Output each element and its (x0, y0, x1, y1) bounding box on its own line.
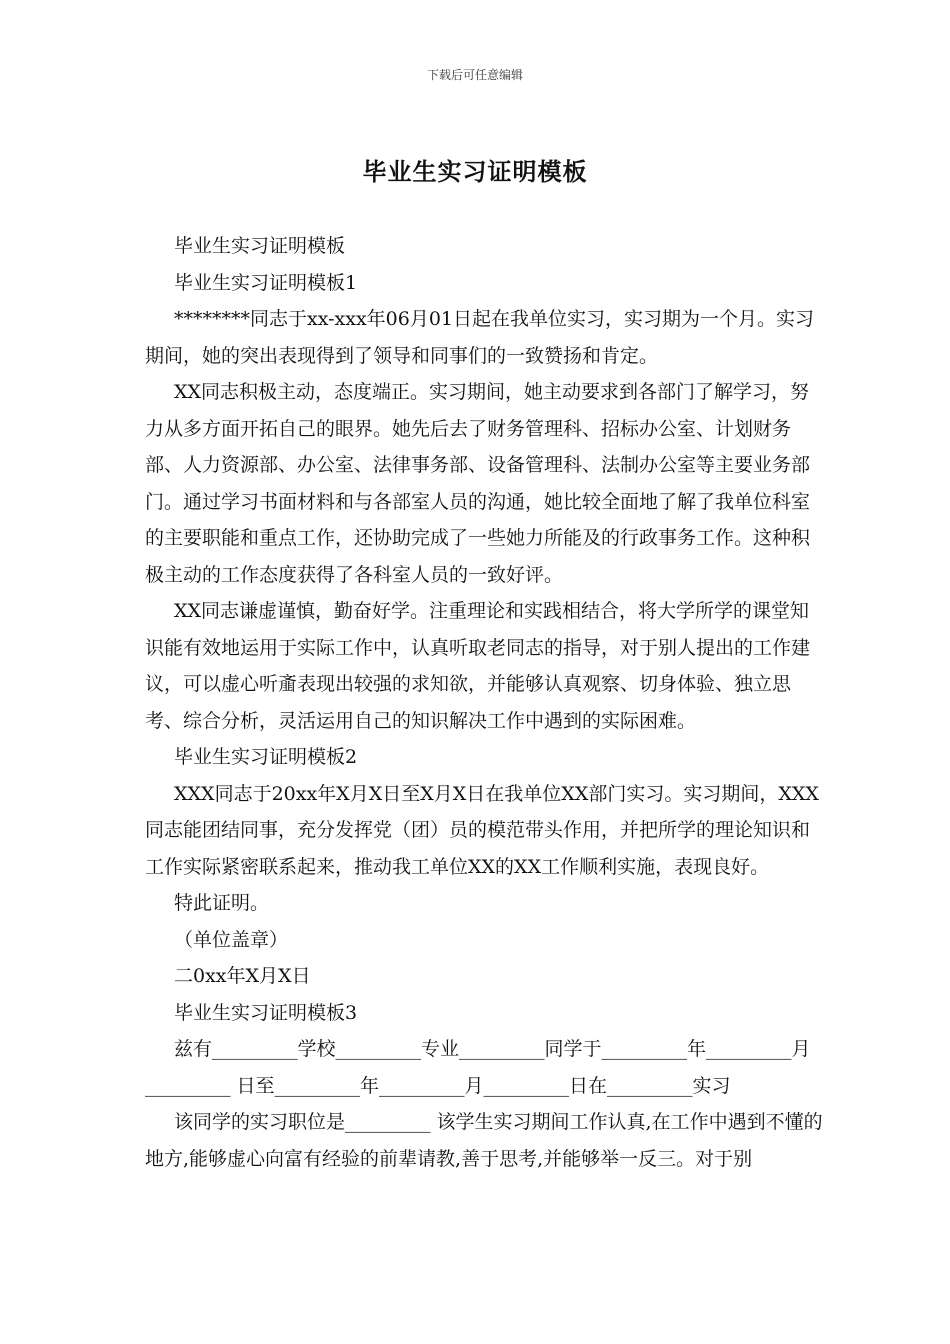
section-heading-template-2: 毕业生实习证明模板2 (174, 746, 358, 768)
paragraph: 该同学的实习职位是_________ 该学生实习期间工作认真,在工作中遇到不懂的地方,能够虚心向富有经验的前辈请教,善于思考,并能够举一反三。对于别 (145, 1111, 823, 1170)
document-body (145, 228, 825, 1177)
paragraph: ********同志于xx-xxx年06月01日起在我单位实习，实习期为一个月。实习期间，她的突出表现得到了领导和同事们的一致赞扬和肯定。 (145, 308, 815, 367)
paragraph: XXX同志于20xx年X月X日至X月X日在我单位XX部门实习。实习期间，XXX同志能团结同事，充分发挥党（团）员的模范带头作用，并把所学的理论知识和工作实际紧密联系起来，推动我工单位XX的XX工作顺利实施，表现良好。 (145, 782, 819, 878)
fill-in-paragraph: 兹有_________学校_________专业_________同学于_________年_________月_________ 日至_________年_________月_________日在_________实习 (145, 1038, 811, 1097)
paragraph: XX同志谦虚谨慎，勤奋好学。注重理论和实践相结合，将大学所学的课堂知识能有效地运用于实际工作中，认真听取老同志的指导，对于别人提出的工作建议，可以虚心听齑表现出较强的求知欲，并能够认真观察、切身体验、独立思考、综合分析，灵活运用自己的知识解决工作中遇到的实际困难。 (145, 600, 811, 732)
seal-line: （单位盖章） (174, 928, 289, 951)
paragraph: XX同志积极主动，态度端正。实习期间，她主动要求到各部门了解学习，努力从多方面开拓自己的眼界。她先后去了财务管理科、招标办公室、计划财务部、人力资源部、办公室、法律事务部、设备管理科、法制办公室等主要业务部门。通过学习书面材料和与各部室人员的沟通，她比较全面地了解了我单位科室的主要职能和重点工作，还协助完成了一些她力所能及的行政事务工作。这种积极主动的工作态度获得了各科室人员的一致好评。 (145, 381, 811, 586)
header-note: 下载后可任意编辑 (426, 68, 523, 82)
paragraph-subtitle: 毕业生实习证明模板 (174, 235, 346, 257)
section-heading-template-3: 毕业生实习证明模板3 (174, 1001, 358, 1024)
certification-statement: 特此证明。 (174, 892, 270, 914)
section-heading-template-1: 毕业生实习证明模板1 (174, 271, 358, 294)
date-line: 二0xx年X月X日 (174, 965, 311, 987)
document-title: 毕业生实习证明模板 (362, 157, 588, 186)
